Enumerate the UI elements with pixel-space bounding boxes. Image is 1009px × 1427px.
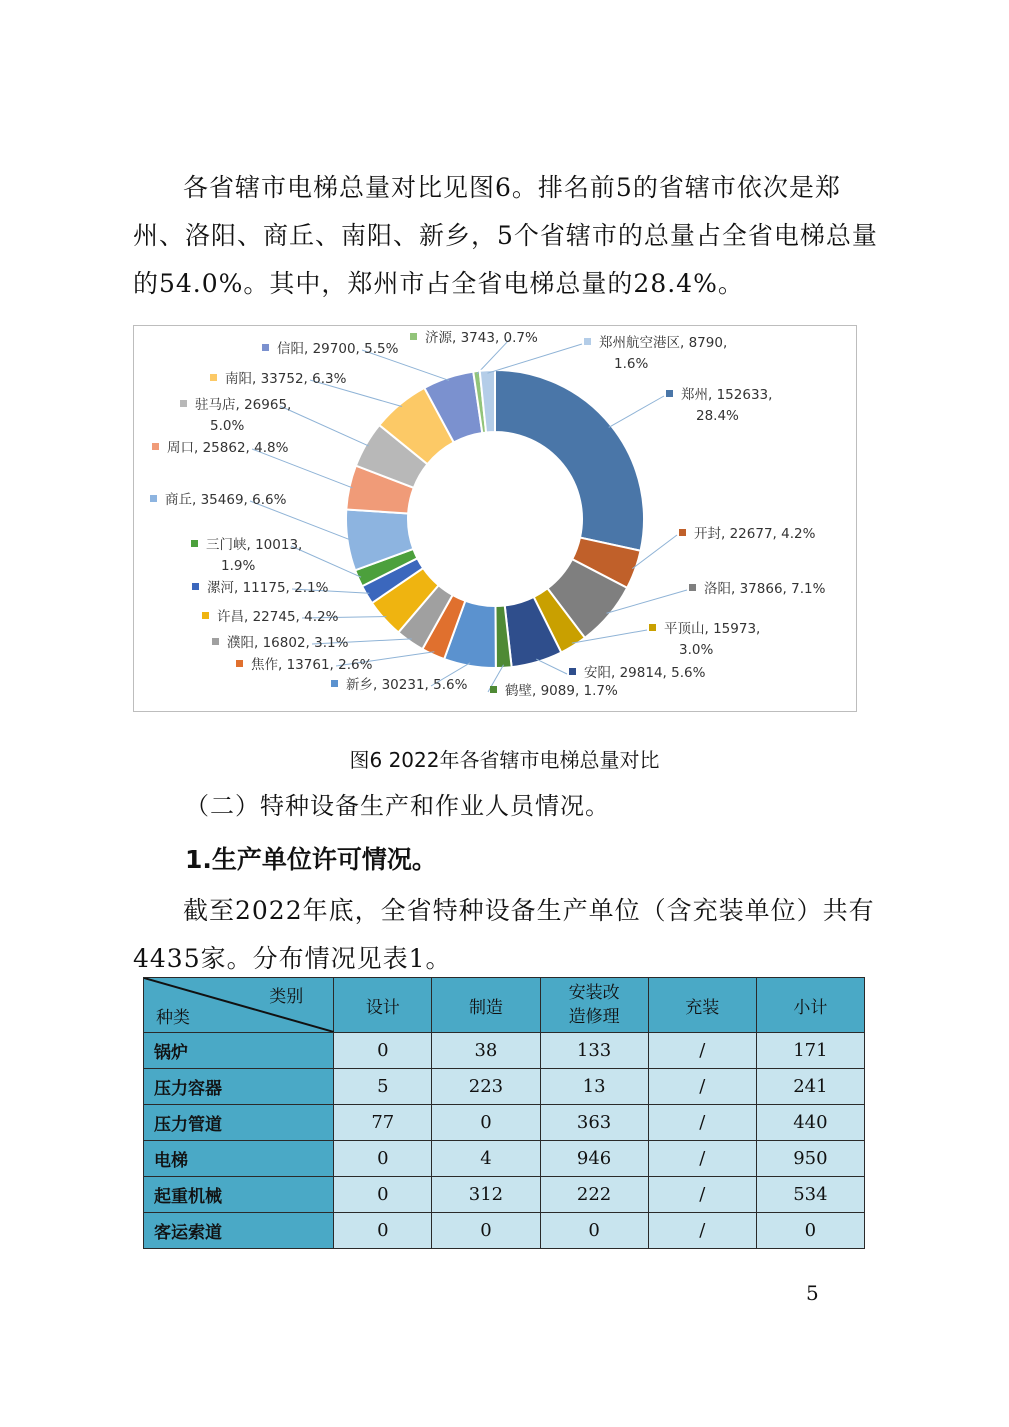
legend-swatch — [192, 583, 199, 590]
table-row — [144, 1141, 865, 1177]
slice-label: 驻马店, 26965, 5.0% — [195, 397, 292, 434]
row-header: 锅炉 — [144, 1033, 334, 1069]
data-label — [609, 386, 773, 427]
table-cell: 0 — [334, 1033, 432, 1069]
table-cell: 312 — [432, 1177, 540, 1213]
table-cell: / — [648, 1177, 756, 1213]
column-header: 安装改造修理 — [540, 978, 648, 1033]
table-cell: 0 — [432, 1213, 540, 1249]
data-label — [632, 526, 815, 569]
table-cell: 4 — [432, 1141, 540, 1177]
legend-swatch — [331, 680, 338, 687]
legend-swatch — [649, 624, 656, 631]
page-number: 5 — [806, 1281, 819, 1305]
elevator-donut-chart — [133, 325, 857, 712]
table-cell: / — [648, 1105, 756, 1141]
table-cell: 77 — [334, 1105, 432, 1141]
table-cell: 223 — [432, 1069, 540, 1105]
legend-swatch — [210, 374, 217, 381]
data-label — [180, 397, 369, 446]
legend-swatch — [584, 338, 591, 345]
table-cell: 133 — [540, 1033, 648, 1069]
table-cell: 950 — [756, 1141, 864, 1177]
slice-label: 濮阳, 16802, 3.1% — [227, 635, 349, 651]
slice-label: 安阳, 29814, 5.6% — [584, 665, 706, 681]
section-heading: 1.生产单位许可情况。 — [185, 845, 437, 874]
slice-label: 新乡, 30231, 5.6% — [346, 677, 468, 693]
data-label — [572, 621, 760, 658]
slice-label: 平顶山, 15973, 3.0% — [664, 621, 761, 658]
legend-swatch — [212, 638, 219, 645]
corner-top-label: 类别 — [269, 987, 304, 1007]
legend-swatch — [262, 344, 269, 351]
table-cell: 0 — [334, 1141, 432, 1177]
data-label — [191, 536, 361, 577]
slice-label: 周口, 25862, 4.8% — [167, 440, 289, 456]
data-label — [152, 440, 352, 488]
table-cell: 0 — [540, 1213, 648, 1249]
row-header: 起重机械 — [144, 1177, 334, 1213]
table-cell: 534 — [756, 1177, 864, 1213]
legend-swatch — [410, 333, 417, 340]
slice-label: 开封, 22677, 4.2% — [694, 526, 816, 542]
data-label — [202, 609, 386, 625]
legend-swatch — [490, 686, 497, 693]
slice-label: 郑州, 152633, 28.4% — [681, 387, 773, 424]
slice-label: 商丘, 35469, 6.6% — [165, 492, 287, 508]
legend-swatch — [202, 612, 209, 619]
table-cell: / — [648, 1033, 756, 1069]
slice-label: 洛阳, 37866, 7.1% — [704, 581, 826, 597]
corner-bottom-label: 种类 — [156, 1008, 190, 1028]
slice-label: 鹤壁, 9089, 1.7% — [505, 683, 618, 699]
production-paragraph: 截至2022年底，全省特种设备生产单位（含充装单位）共有4435家。分布情况见表1。 — [133, 896, 875, 973]
table-cell: 946 — [540, 1141, 648, 1177]
table-cell: / — [648, 1141, 756, 1177]
table-cell: / — [648, 1069, 756, 1105]
table-corner-cell — [144, 978, 334, 1033]
row-header: 压力管道 — [144, 1105, 334, 1141]
data-label — [150, 492, 351, 540]
table-header-row — [144, 978, 865, 1033]
slice-label: 三门峡, 10013, 1.9% — [206, 537, 303, 574]
table-cell: 13 — [540, 1069, 648, 1105]
column-header: 设计 — [334, 978, 432, 1033]
table-row — [144, 1213, 865, 1249]
slice-label: 济源, 3743, 0.7% — [425, 330, 538, 346]
slice-label: 信阳, 29700, 5.5% — [277, 341, 399, 357]
row-header: 客运索道 — [144, 1213, 334, 1249]
data-label — [607, 581, 826, 613]
table-cell: 171 — [756, 1033, 864, 1069]
data-label — [536, 659, 705, 681]
legend-swatch — [569, 668, 576, 675]
legend-swatch — [152, 443, 159, 450]
slice-label: 许昌, 22745, 4.2% — [217, 609, 339, 625]
table-cell: 38 — [432, 1033, 540, 1069]
leader-line — [280, 406, 369, 446]
slice-label: 漯河, 11175, 2.1% — [207, 580, 329, 596]
table-cell: 440 — [756, 1105, 864, 1141]
legend-swatch — [150, 495, 157, 502]
row-header: 电梯 — [144, 1141, 334, 1177]
slice-label: 郑州航空港区, 8790, 1.6% — [599, 335, 728, 372]
table-cell: 363 — [540, 1105, 648, 1141]
data-label — [192, 580, 369, 596]
table-row — [144, 1177, 865, 1213]
legend-swatch — [236, 660, 243, 667]
data-label — [212, 635, 412, 651]
section-subheading: （二）特种设备生产和作业人员情况。 — [185, 792, 610, 820]
slice-label: 南阳, 33752, 6.3% — [225, 371, 347, 387]
table-cell: 222 — [540, 1177, 648, 1213]
legend-swatch — [689, 584, 696, 591]
intro-paragraph: 各省辖市电梯总量对比见图6。排名前5的省辖市依次是郑州、洛阳、商丘、南阳、新乡，5个省辖市的总量占全省电梯总量的54.0%。其中，郑州市占全省电梯总量的28.4%。 — [133, 173, 878, 298]
leader-line — [536, 659, 567, 674]
table-cell: 241 — [756, 1069, 864, 1105]
legend-swatch — [191, 540, 198, 547]
column-header: 制造 — [432, 978, 540, 1033]
legend-swatch — [679, 529, 686, 536]
column-header: 小计 — [756, 978, 864, 1033]
slice-郑州 — [495, 370, 644, 551]
legend-swatch — [666, 390, 673, 397]
data-label — [410, 329, 538, 374]
table-cell: 0 — [334, 1177, 432, 1213]
production-units-table — [143, 977, 865, 1249]
table-cell: 5 — [334, 1069, 432, 1105]
data-label — [236, 652, 434, 673]
legend-swatch — [180, 400, 187, 407]
table-cell: 0 — [756, 1213, 864, 1249]
figure-caption: 图6 2022年各省辖市电梯总量对比 — [349, 748, 660, 772]
table-cell: 0 — [334, 1213, 432, 1249]
table-cell: 0 — [432, 1105, 540, 1141]
table-cell: / — [648, 1213, 756, 1249]
table-row — [144, 1105, 865, 1141]
row-header: 压力容器 — [144, 1069, 334, 1105]
slice-label: 焦作, 13761, 2.6% — [251, 657, 373, 673]
table-row — [144, 1033, 865, 1069]
leader-line — [609, 396, 664, 427]
table-row — [144, 1069, 865, 1105]
column-header: 充装 — [648, 978, 756, 1033]
